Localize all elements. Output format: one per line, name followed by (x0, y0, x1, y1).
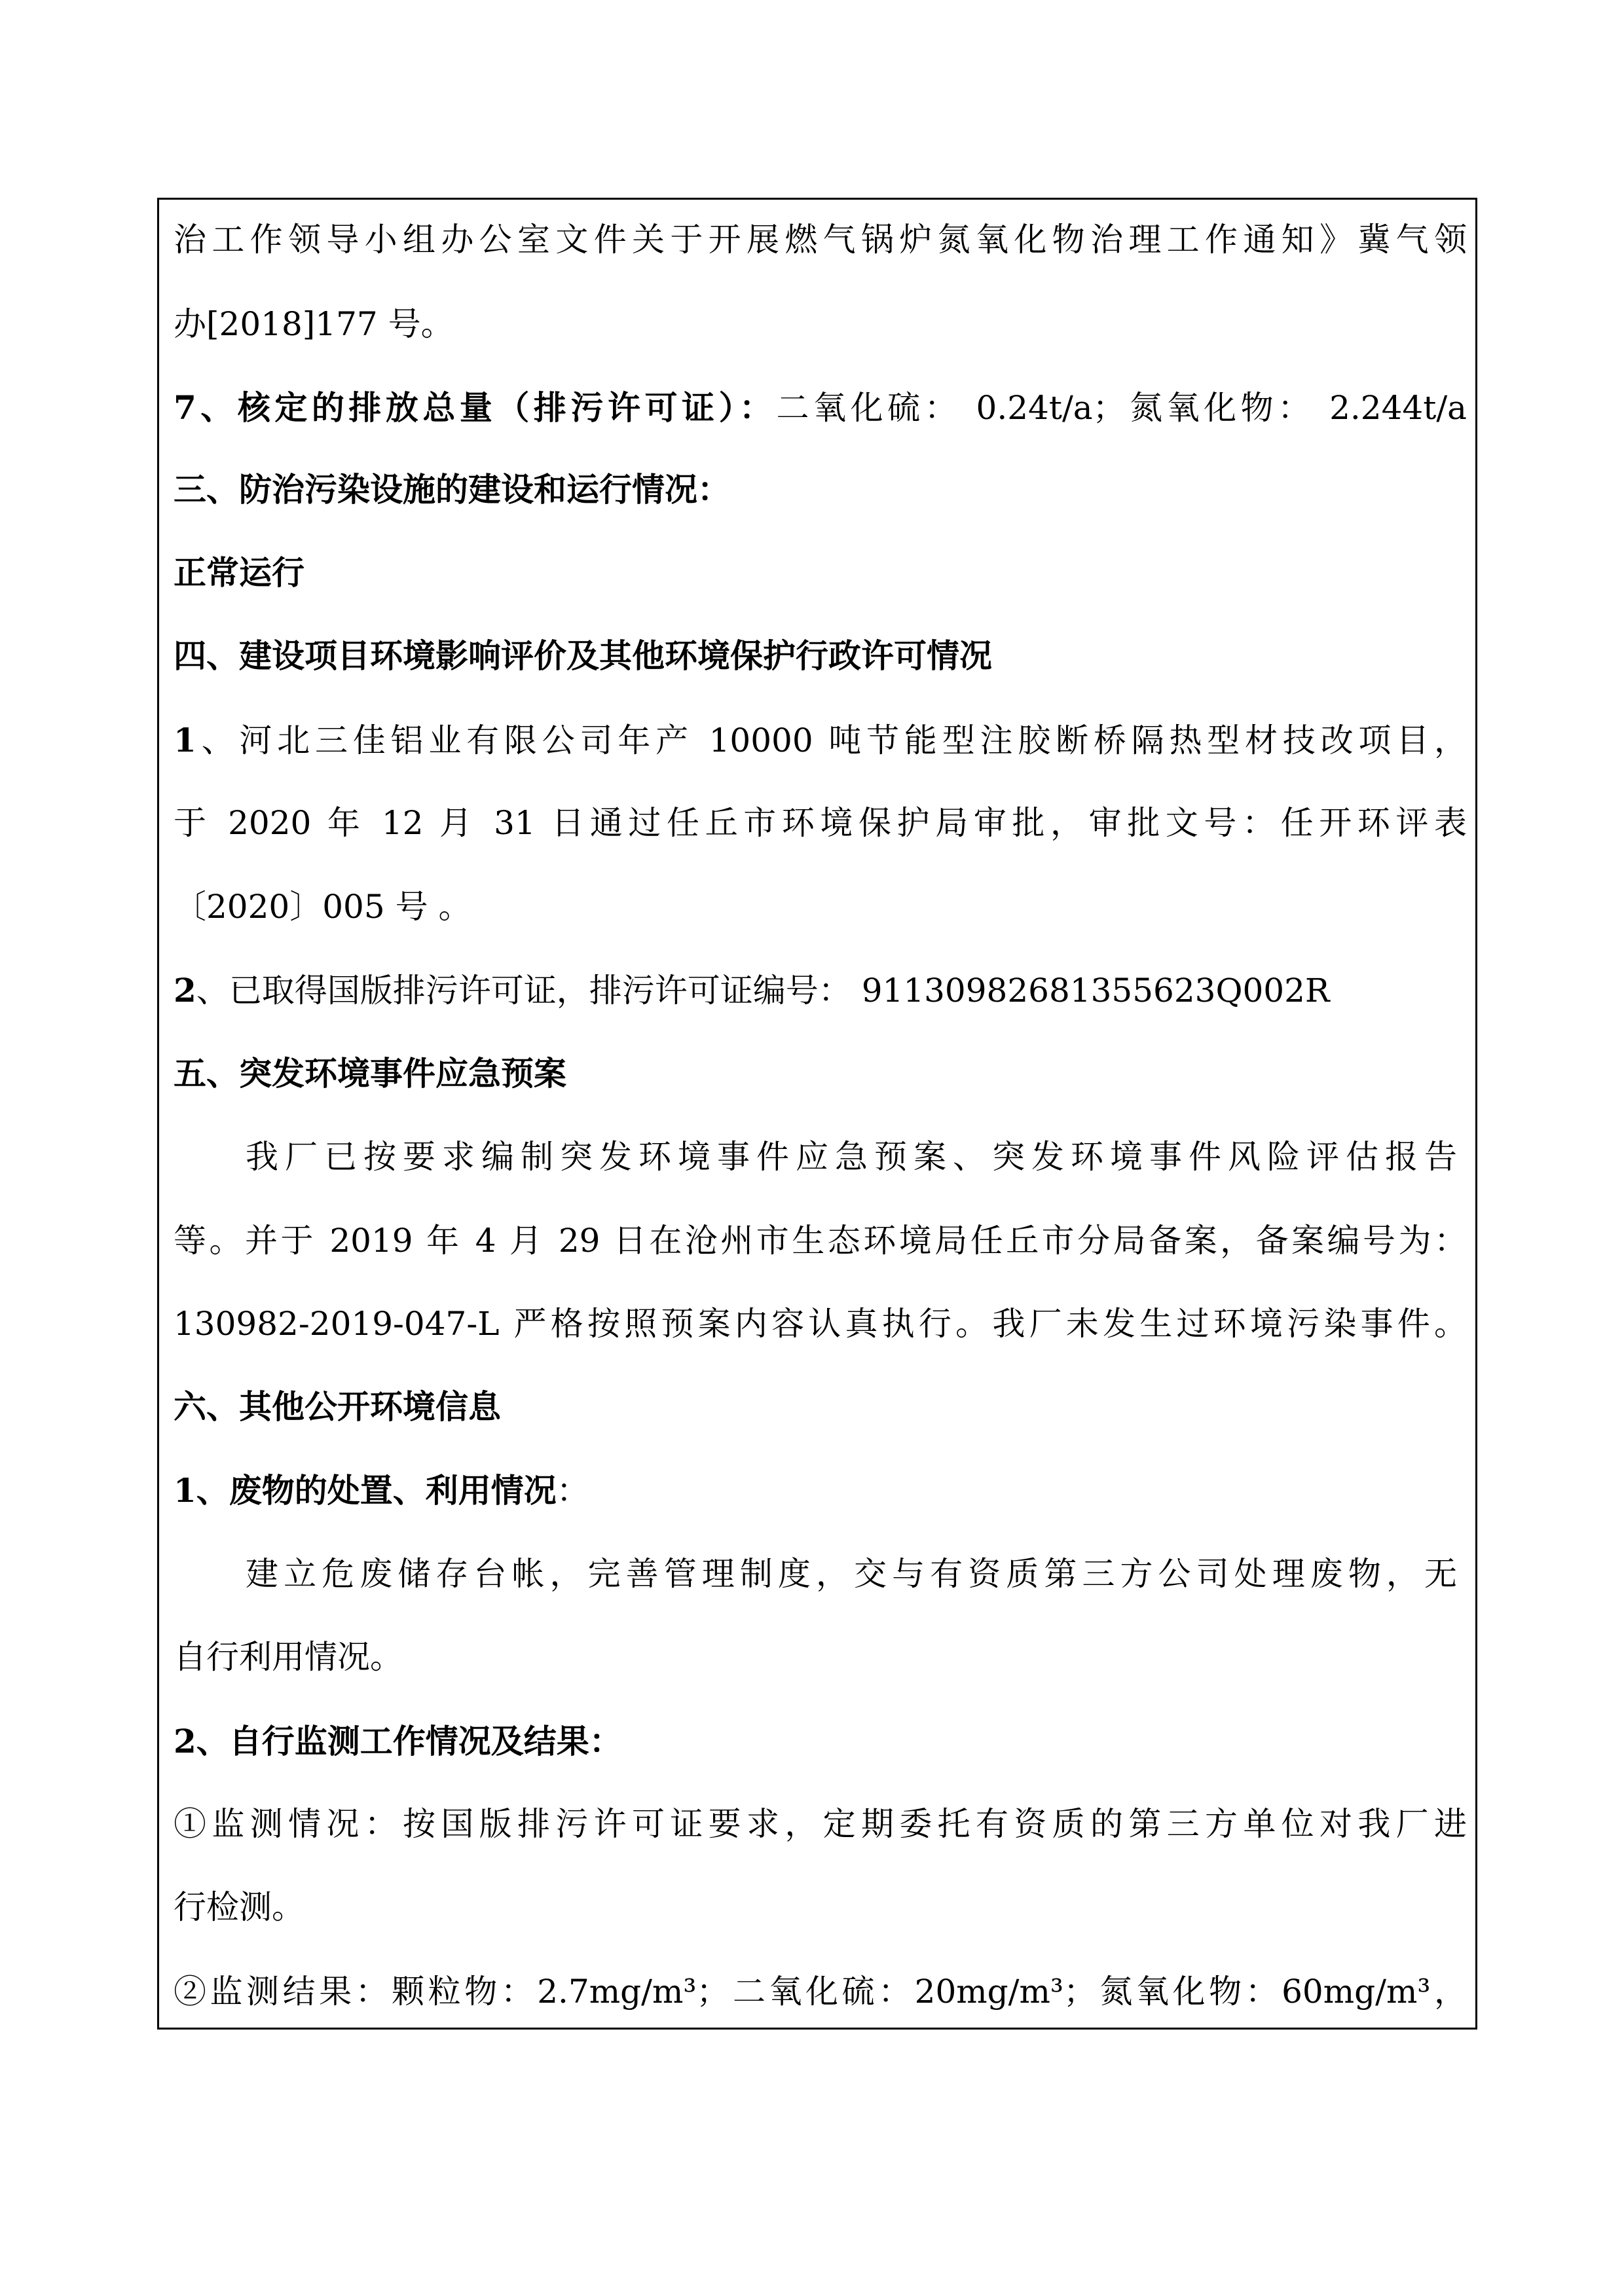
waste-heading-label: 1、废物的处置、利用情况 (174, 1471, 557, 1510)
paragraph-line: 等。并于 2019 年 4 月 29 日在沧州市生态环境局任丘市分局备案，备案编号为： (174, 1222, 1467, 1260)
item-number: 2 (174, 971, 196, 1010)
section-heading-6: 六、其他公开环境信息 (174, 1387, 501, 1426)
project-approval-line (174, 721, 1467, 760)
paragraph-line: 建立危废储存台帐，完善管理制度，交与有资质第三方公司处理废物，无 (246, 1555, 1457, 1593)
paragraph-line: 办[2018]177 号。 (174, 305, 454, 343)
waste-heading-line (174, 1471, 1467, 1510)
emission-total-line (174, 388, 1467, 428)
paragraph-line: 〔2020〕005 号 。 (174, 888, 471, 926)
paragraph-line: 于 2020 年 12 月 31 日通过任丘市环境保护局审批，审批文号：任开环评表 (174, 804, 1467, 842)
item-text: 、河北三佳铝业有限公司年产 10000 吨节能型注胶断桥隔热型材技改项目， (196, 721, 1467, 759)
monitoring-results-line: ②监测结果：颗粒物：2.7mg/m³；二氧化硫：20mg/m³；氮氧化物：60mg/m³， (174, 1973, 1467, 2011)
section-status: 正常运行 (174, 553, 304, 592)
permit-number-line (174, 971, 1467, 1010)
section-heading-4: 四、建设项目环境影响评价及其他环境保护行政许可情况 (174, 636, 992, 675)
waste-heading-colon: ： (556, 1472, 589, 1510)
emission-total-values: 二氧化硫： 0.24t/a；氮氧化物： 2.244t/a (776, 389, 1467, 427)
paragraph-line: 治工作领导小组办公室文件关于开展燃气锅炉氮氧化物治理工作通知》冀气领 (174, 221, 1467, 259)
monitoring-heading: 2、自行监测工作情况及结果： (174, 1722, 622, 1760)
paragraph-line: 130982-2019-047-L 严格按照预案内容认真执行。我厂未发生过环境污染事件。 (174, 1305, 1467, 1343)
section-heading-5: 五、突发环境事件应急预案 (174, 1054, 566, 1093)
item-number: 1 (174, 721, 196, 759)
paragraph-line: 行检测。 (174, 1888, 304, 1926)
paragraph-line: 自行利用情况。 (174, 1638, 403, 1676)
item-text: 、已取得国版排污许可证，排污许可证编号： 91130982681355623Q002R (196, 972, 1330, 1010)
emission-total-label: 7、核定的排放总量（排污许可证）： (174, 388, 777, 427)
document-frame (157, 198, 1477, 2030)
paragraph-line: ①监测情况：按国版排污许可证要求，定期委托有资质的第三方单位对我厂进 (174, 1805, 1467, 1843)
paragraph-line: 我厂已按要求编制突发环境事件应急预案、突发环境事件风险评估报告 (246, 1138, 1457, 1176)
section-heading-3: 三、防治污染设施的建设和运行情况： (174, 470, 730, 509)
